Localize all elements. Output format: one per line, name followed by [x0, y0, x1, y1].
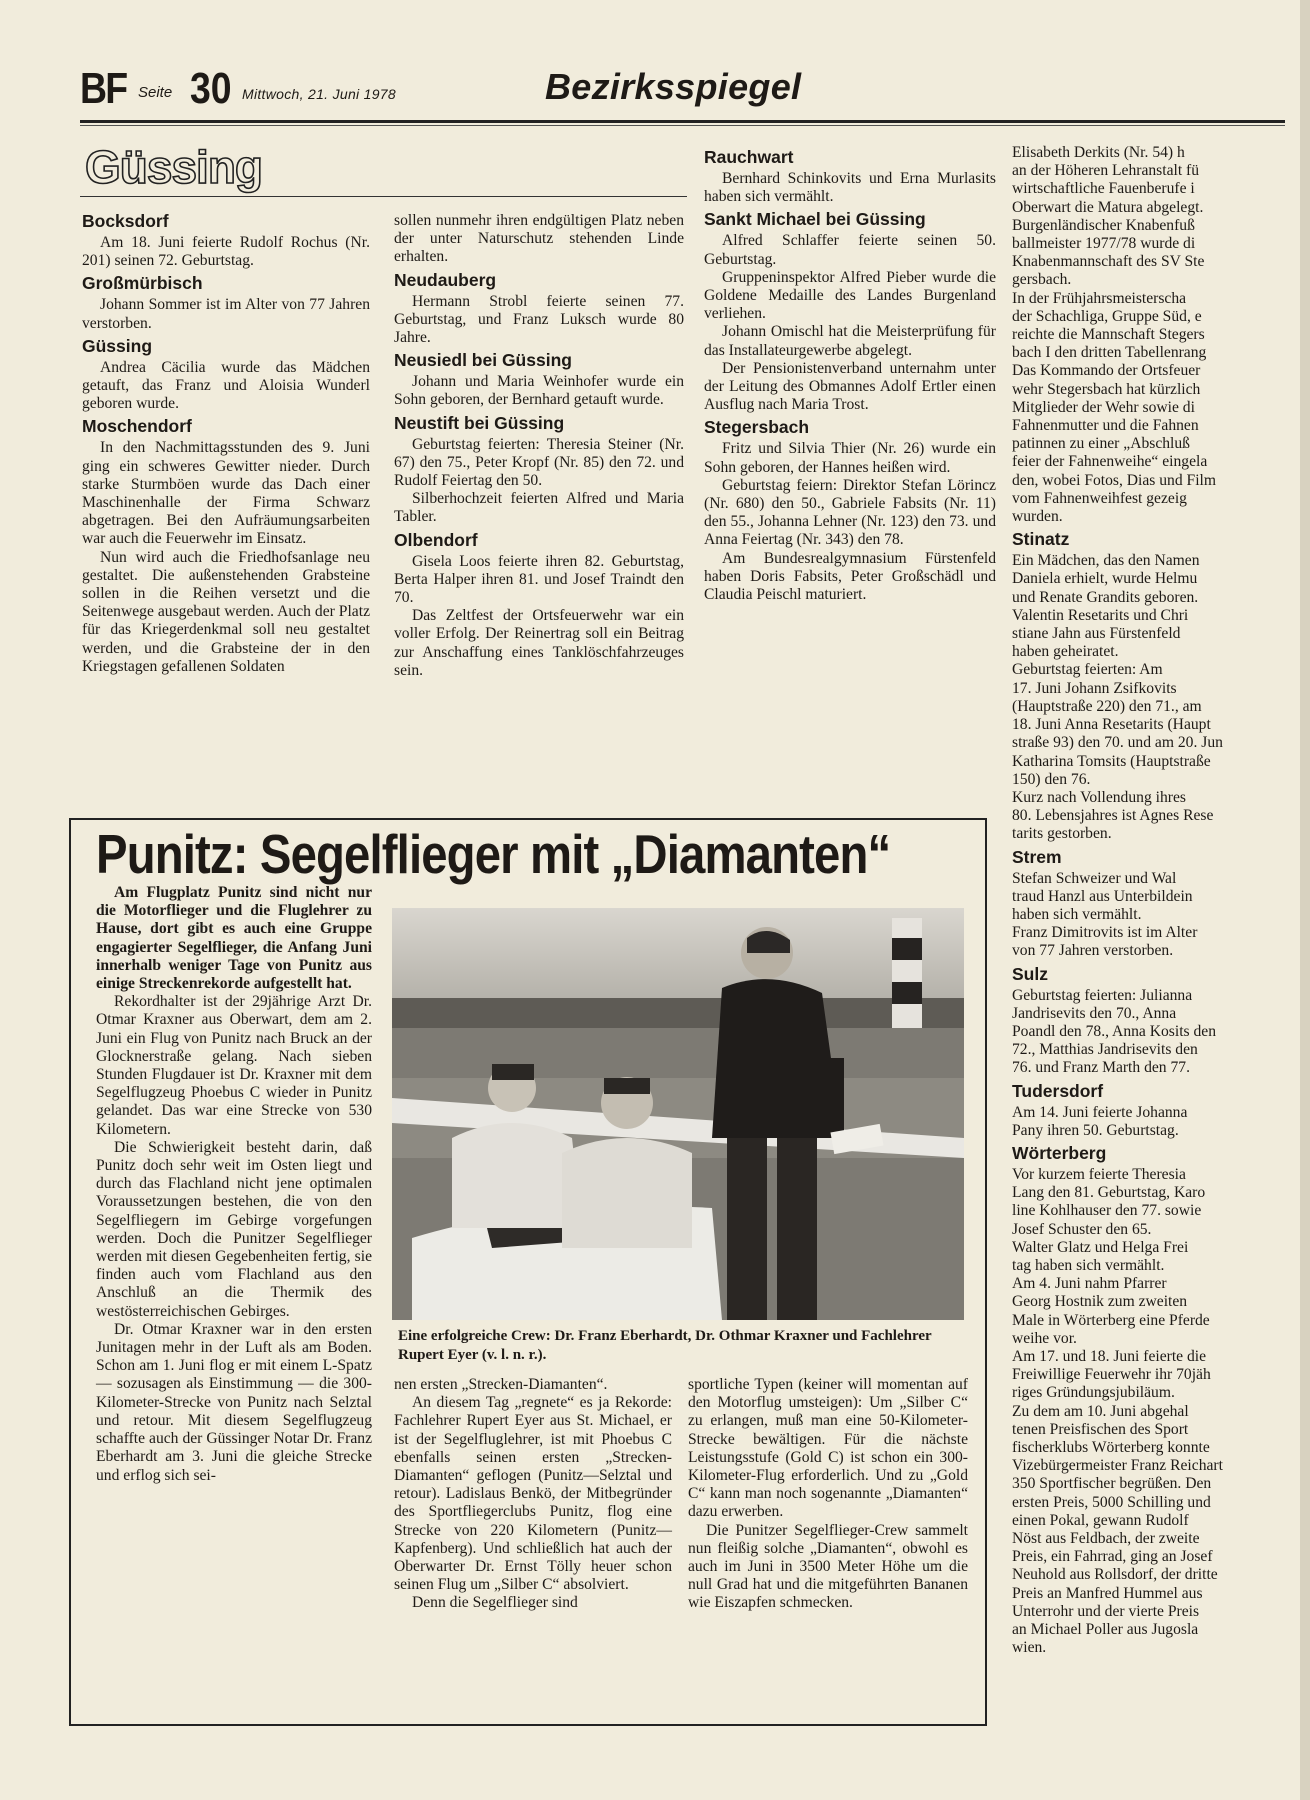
- news-line: Mitglieder der Wehr sowie di: [1012, 398, 1195, 416]
- news-paragraph: In den Nachmittagsstunden des 9. Juni ging ein schweres Gewitter nieder. Durch starke Sturmböen wurde das Dach einer Maschinenhalle der Firma Schwarz abgetragen. Bei den Aufräumungsarbeiten war auch die Feuerwehr im Einsatz.: [82, 439, 370, 548]
- feature-paragraph: An diesem Tag „regnete“ es ja Rekorde: Fachlehrer Rupert Eyer aus St. Michael, er ist der Segelfluglehrer, ist mit Phoebus C ebenfalls seinen ersten „Strecken-Diamanten“ geflogen (Punitz—Selztal und retour). Ladislaus Benkö, der Mitbegründer des Sportfliegerclubs Punitz, flog eine Strecke von 220 Kilometern (Punitz—Kapfenberg). Und schließlich hat auch der Oberwarter Dr. Ernst Tölly heuer schon seinen Flug um „Silber C“ absolviert.: [394, 1394, 672, 1594]
- feature-paragraph: Dr. Otmar Kraxner war in den ersten Junitagen mehr in der Luft als am Boden. Schon am 1. Juni flog er mit einem L-Spatz — sozusagen als Einstimmung — die 300-Kilometer-Strecke von Punitz nach Selztal und retour. Mit diesem Segelflugzeug schaffte auch der Güssinger Notar Dr. Franz Eberhardt am 3. Juni die gleiche Strecke und erflog sich sei-: [96, 1320, 372, 1484]
- news-line: Preis an Manfred Hummel aus: [1012, 1584, 1203, 1602]
- news-line: Daniela erhielt, wurde Helmu: [1012, 570, 1198, 588]
- news-line: an Michael Poller aus Jugosla: [1012, 1621, 1199, 1639]
- news-line: Pany ihren 50. Geburtstag.: [1012, 1121, 1179, 1139]
- news-line: 72., Matthias Jandrisevits den: [1012, 1041, 1198, 1059]
- news-line: ballmeister 1977/78 wurde di: [1012, 235, 1196, 253]
- news-paragraph: Gruppeninspektor Alfred Pieber wurde die Goldene Medaille des Landes Burgenland verliehen.: [704, 268, 996, 323]
- page-number: 30: [190, 64, 232, 113]
- news-column-3: [704, 144, 996, 604]
- news-column-4: [1012, 144, 1298, 1657]
- village-heading: Großmürbisch: [82, 273, 203, 294]
- news-line: den, wobei Fotos, Dias und Film: [1012, 471, 1217, 489]
- news-line: haben sich vermählt.: [1012, 905, 1142, 923]
- news-line: Oberwart die Matura abgelegt.: [1012, 198, 1204, 216]
- news-line: riges Gründungsjubiläum.: [1012, 1384, 1175, 1402]
- news-paragraph: Am Bundesrealgymnasium Fürstenfeld haben Doris Fabsits, Peter Großschädl und Claudia Peischl maturiert.: [704, 549, 996, 604]
- news-line: reichte die Mannschaft Stegers: [1012, 326, 1205, 344]
- feature-paragraph: nen ersten „Strecken-Diamanten“.: [394, 1376, 608, 1393]
- news-line: tag haben sich vermählt.: [1012, 1256, 1165, 1274]
- feature-paragraph: Rekordhalter ist der 29jährige Arzt Dr. Otmar Kraxner aus Oberwart, dem am 2. Juni ein Flug von Punitz nach Bruck an der Glocknerstraße gelang. Nach sieben Stunden Flugdauer ist Dr. Kraxner mit dem Segelflugzeug Phoebus C wieder in Punitz gelandet. Das war eine Strecke von 530 Kilometern.: [96, 993, 372, 1138]
- news-line: tenen Preisfischen des Sport: [1012, 1420, 1189, 1438]
- news-line: 150) den 76.: [1012, 770, 1091, 788]
- news-line: straße 93) den 70. und am 20. Jun: [1012, 734, 1223, 752]
- news-line: Nöst aus Feldbach, der zweite: [1012, 1530, 1200, 1548]
- news-line: Das Kommando der Ortsfeuer: [1012, 362, 1201, 380]
- news-line: traud Hanzl aus Unterbildein: [1012, 887, 1193, 905]
- news-paragraph: Der Pensionistenverband unternahm unter der Leitung des Obmannes Adolf Ertler einen Ausflug nach Maria Trost.: [704, 359, 996, 414]
- glider-crew-photo: [392, 908, 964, 1320]
- news-line: fischerklubs Wörterberg konnte: [1012, 1439, 1210, 1456]
- news-line: feier der Fahnenweihe“ eingela: [1012, 453, 1208, 471]
- news-paragraph: Andrea Cäcilia wurde das Mädchen getauft, das Franz und Aloisia Wunderl geboren wurde.: [82, 358, 370, 413]
- feature-column-1: [96, 884, 372, 1485]
- news-line: stiane Jahn aus Fürstenfeld: [1012, 625, 1181, 643]
- news-paragraph: Hermann Strobl feierte seinen 77. Geburtstag, und Franz Luksch wurde 80 Jahre.: [394, 292, 684, 347]
- news-line: 18. Juni Anna Resetarits (Haupt: [1012, 716, 1211, 734]
- news-line: 17. Juni Johann Zsifkovits: [1012, 679, 1177, 697]
- village-heading: Wörterberg: [1012, 1142, 1107, 1163]
- news-line: haben geheiratet.: [1012, 643, 1119, 661]
- feature-headline: Punitz: Segelflieger mit „Diamanten“: [96, 823, 891, 885]
- news-paragraph: Geburtstag feiern: Direktor Stefan Lörincz (Nr. 680) den 50., Gabriele Fabsits (Nr. 11) den 55., Johanna Lehner (Nr. 123) den 73. und Anna Feiertag (Nr. 343) den 78.: [704, 476, 996, 549]
- news-lines-stegersbach: [1012, 144, 1298, 526]
- feature-paragraph: Die Schwierigkeit besteht darin, daß Punitz doch sehr weit im Osten liegt und durch das Flachland nicht jene optimalen Voraussetzungen bestehen, die von den Segelfliegern im Gebirge vorgefungen werden. Doch die Punitzer Segelflieger werden mit diesen Gegebenheiten fertig, sie finden auch vom Flachland aus den Anschluß an die Thermik des westösterreichischen Gebirges.: [96, 1138, 372, 1320]
- news-line: wehr Stegersbach hat kürzlich: [1012, 380, 1201, 398]
- news-paragraph: Am 18. Juni feierte Rudolf Rochus (Nr. 201) seinen 72. Geburtstag.: [82, 234, 370, 270]
- village-heading: Neudauberg: [394, 269, 497, 290]
- news-line: bach I den dritten Tabellenrang: [1012, 344, 1207, 362]
- village-heading: Güssing: [82, 335, 153, 356]
- masthead-rule: [80, 120, 1285, 123]
- news-line: Elisabeth Derkits (Nr. 54) h: [1012, 144, 1185, 161]
- news-line: Valentin Resetarits und Chri: [1012, 606, 1189, 624]
- news-line: Georg Hostnik zum zweiten: [1012, 1293, 1188, 1311]
- village-heading: Stinatz: [1012, 529, 1070, 550]
- news-line: der Schachliga, Gruppe Süd, e: [1012, 307, 1202, 325]
- news-lines: [1012, 552, 1298, 843]
- news-line: 350 Sportfischer begrüßen. Den: [1012, 1475, 1212, 1493]
- village-heading: Stegersbach: [704, 417, 810, 438]
- news-line: von 77 Jahren verstorben.: [1012, 942, 1174, 960]
- news-line: Vizebürgermeister Franz Reichart: [1012, 1457, 1223, 1475]
- news-line: tarits gestorben.: [1012, 825, 1112, 843]
- feature-lead: Am Flugplatz Punitz sind nicht nur die Motorflieger und die Fluglehrer zu Hause, dort gibt es auch eine Gruppe engagierter Segelflieger, die Anfang Juni innerhalb weniger Tage von Punitz aus einige Streckenrekorde aufgestellt hat.: [96, 884, 372, 993]
- feature-column-2: [394, 1376, 672, 1613]
- news-line: In der Frühjahrsmeisterscha: [1012, 289, 1187, 307]
- news-line: Kurz nach Vollendung ihres: [1012, 788, 1186, 806]
- page-edge: [1300, 0, 1310, 1800]
- news-line: Josef Schuster den 65.: [1012, 1220, 1152, 1238]
- news-line: Jandrisevits den 70., Anna: [1012, 1004, 1177, 1022]
- news-paragraph: Bernhard Schinkovits und Erna Murlasits haben sich vermählt.: [704, 170, 996, 206]
- news-line: Geburtstag feierten: Julianna: [1012, 986, 1193, 1004]
- news-line: Franz Dimitrovits ist im Alter: [1012, 924, 1198, 942]
- village-heading: Tudersdorf: [1012, 1080, 1104, 1101]
- news-line: Lang den 81. Geburtstag, Karo: [1012, 1184, 1206, 1202]
- news-line: Fahnenmutter und die Fahnen: [1012, 417, 1199, 435]
- village-heading: Moschendorf: [82, 416, 192, 437]
- news-line: Katharina Tomsits (Hauptstraße: [1012, 752, 1211, 770]
- village-heading: Sulz: [1012, 963, 1048, 984]
- news-column-1: [82, 208, 370, 676]
- village-heading: Strem: [1012, 846, 1062, 867]
- news-line: Burgenländischer Knabenfuß: [1012, 216, 1195, 234]
- news-line: Poandl den 78., Anna Kosits den: [1012, 1022, 1217, 1040]
- news-line: wurden.: [1012, 508, 1063, 526]
- news-line: weihe vor.: [1012, 1329, 1077, 1347]
- feature-column-3: [688, 1376, 968, 1613]
- news-line: vom Fahnenweihfest gezeig: [1012, 489, 1187, 507]
- news-line: line Kohlhauser den 77. sowie: [1012, 1202, 1202, 1220]
- news-line: 80. Lebensjahres ist Agnes Rese: [1012, 807, 1214, 825]
- news-line: Geburtstag feierten: Am: [1012, 661, 1163, 679]
- news-line: Unterrohr und der vierte Preis: [1012, 1602, 1200, 1620]
- news-paragraph: Johann Sommer ist im Alter von 77 Jahren verstorben.: [82, 296, 370, 332]
- news-line: wien.: [1012, 1639, 1047, 1657]
- village-heading: Sankt Michael bei Güssing: [704, 209, 926, 230]
- village-heading: Rauchwart: [704, 147, 794, 167]
- news-line: Vor kurzem feierte Theresia: [1012, 1165, 1186, 1183]
- news-line: Zu dem am 10. Juni abgehal: [1012, 1402, 1189, 1420]
- photo-caption: Eine erfolgreiche Crew: Dr. Franz Eberhardt, Dr. Othmar Kraxner und Fachlehrer Rupert Eyer (v. l. n. r.).: [398, 1328, 932, 1363]
- news-line: Male in Wörterberg eine Pferde: [1012, 1311, 1210, 1329]
- news-paragraph: Fritz und Silvia Thier (Nr. 26) wurde ein Sohn geboren, der Hannes heißen wird.: [704, 440, 996, 476]
- news-line: Am 14. Juni feierte Johanna: [1012, 1103, 1188, 1121]
- news-lines: [1012, 870, 1298, 961]
- news-column-2: [394, 212, 684, 680]
- news-line: einen Pokal, gewann Rudolf: [1012, 1511, 1189, 1529]
- news-line: Knabenmannschaft des SV Ste: [1012, 253, 1205, 271]
- news-line: ersten Preis, 5000 Schilling und: [1012, 1493, 1211, 1511]
- paper-abbreviation: BF: [80, 64, 127, 113]
- feature-paragraph: sportliche Typen (keiner will momentan auf den Motorflug umsteigen): Um „Silber C“ zu erlangen, muß man eine 50-Kilometer-Strecke bewältigen. Für die nächste Leistungsstufe (Gold C) ist schon ein 300-Kilometer-Flug erforderlich. Und zu „Gold C“ kann man noch sogenannte „Diamanten“ dazu erwerben.: [688, 1376, 968, 1521]
- news-line: gersbach.: [1012, 271, 1072, 289]
- village-heading: Olbendorf: [394, 529, 478, 550]
- news-paragraph: Gisela Loos feierte ihren 82. Geburtstag, Berta Halper ihren 81. und Josef Traindt den 70.: [394, 552, 684, 607]
- news-line: (Hauptstraße 220) den 71., am: [1012, 697, 1202, 715]
- news-paragraph: Geburtstag feierten: Theresia Steiner (Nr. 67) den 75., Peter Kropf (Nr. 85) den 72. und Rudolf Feiertag den 50.: [394, 435, 684, 490]
- feature-paragraph: Die Punitzer Segelflieger-Crew sammelt nun fleißig solche „Diamanten“, obwohl es auch im Juni in 3500 Meter Höhe um die null Grad hat und die mitgeführten Bananen wie Eiszapfen schmecken.: [688, 1521, 968, 1612]
- news-line: Ein Mädchen, das den Namen: [1012, 552, 1200, 570]
- village-heading: Neustift bei Güssing: [394, 412, 565, 433]
- news-line: Am 17. und 18. Juni feierte die: [1012, 1347, 1207, 1365]
- news-line: Am 4. Juni nahm Pfarrer: [1012, 1275, 1167, 1293]
- news-paragraph: Johann Omischl hat die Meisterprüfung für das Installateurgewerbe abgelegt.: [704, 323, 996, 359]
- news-line: Preis, ein Fahrrad, ging an Josef: [1012, 1548, 1213, 1566]
- news-line: wirtschaftliche Fauenberufe i: [1012, 180, 1195, 198]
- news-line: und Renate Grandits geboren.: [1012, 588, 1199, 606]
- page-label: Seite: [138, 84, 173, 101]
- news-paragraph: Silberhochzeit feierten Alfred und Maria Tabler.: [394, 490, 684, 526]
- news-line: patinnen zu einer „Abschluß: [1012, 435, 1190, 453]
- news-paragraph-continued: sollen nunmehr ihren endgültigen Platz neben der unter Naturschutz stehenden Linde erhalten.: [394, 212, 684, 266]
- news-line: 76. und Franz Marth den 77.: [1012, 1059, 1190, 1077]
- issue-date: Mittwoch, 21. Juni 1978: [242, 86, 396, 102]
- masthead-rule-thin: [80, 125, 1285, 126]
- logo-rule: [80, 196, 687, 197]
- news-line: Stefan Schweizer und Wal: [1012, 869, 1177, 887]
- news-line: Neuhold aus Rollsdorf, der dritte: [1012, 1566, 1218, 1584]
- section-title: Bezirksspiegel: [545, 66, 802, 107]
- news-paragraph: Johann und Maria Weinhofer wurde ein Sohn geboren, der Bernhard getauft wurde.: [394, 373, 684, 409]
- photo-illustration: [392, 908, 964, 1320]
- masthead: [80, 58, 1285, 118]
- news-paragraph: Alfred Schlaffer feierte seinen 50. Geburtstag.: [704, 232, 996, 268]
- news-lines: [1012, 1104, 1298, 1140]
- feature-paragraph: Denn die Segelflieger sind: [412, 1594, 578, 1612]
- news-paragraph: Das Zeltfest der Ortsfeuerwehr war ein voller Erfolg. Der Reinertrag soll ein Beitrag zur Anschaffung eines Tanklöschfahrzeuges sein.: [394, 607, 684, 679]
- news-line: Freiwillige Feuerwehr ihr 70jäh: [1012, 1366, 1211, 1384]
- news-lines: [1012, 1166, 1298, 1657]
- news-line: an der Höheren Lehranstalt fü: [1012, 162, 1200, 180]
- village-heading: Neusiedl bei Güssing: [394, 350, 572, 371]
- news-line: Walter Glatz und Helga Frei: [1012, 1238, 1189, 1256]
- gemeinde-logo: Güssing: [85, 141, 263, 193]
- village-heading: Bocksdorf: [82, 211, 169, 231]
- news-lines: [1012, 987, 1298, 1078]
- news-paragraph: Nun wird auch die Friedhofsanlage neu gestaltet. Die außenstehenden Grabsteine sollen in die Reihen versetzt und die Seitenwege ausgebaut werden. Auch der Platz für das Kriegerdenkmal soll neu gestaltet werden, und die Grabsteine der in den Kriegstagen gefallenen Soldaten: [82, 548, 370, 675]
